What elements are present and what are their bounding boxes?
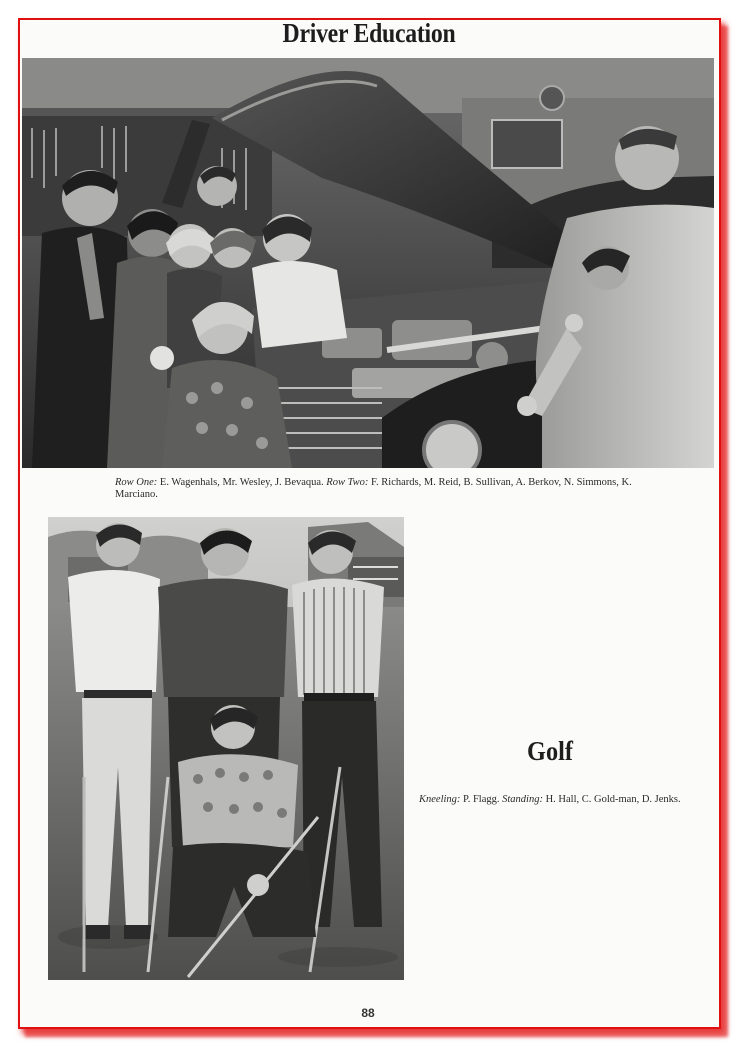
- page-number: 88: [361, 1006, 375, 1020]
- caption-row-two-names: F. Richards, M. Reid, B. Sullivan, A. Berkov, N. Simmons, K. Marciano.: [115, 477, 632, 500]
- golf-team-photo: [48, 517, 404, 980]
- caption-row-one-names: E. Wagenhals, Mr. Wesley, J. Bevaqua.: [157, 477, 327, 488]
- golf-section-title: Golf: [527, 736, 573, 766]
- caption-row-one-label: Row One:: [115, 477, 158, 488]
- driver-education-photo: [22, 58, 714, 468]
- caption-kneeling-names: P. Flagg.: [460, 794, 503, 805]
- golf-caption: [419, 794, 684, 806]
- caption-row-two-label: Row Two:: [326, 477, 369, 488]
- caption-standing-label: Standing:: [502, 794, 543, 805]
- caption-standing-names: H. Hall, C. Gold-man, D. Jenks.: [542, 794, 681, 805]
- driver-education-caption: [115, 477, 655, 501]
- caption-kneeling-label: Kneeling:: [419, 794, 461, 805]
- page-title: Driver Education: [282, 18, 456, 48]
